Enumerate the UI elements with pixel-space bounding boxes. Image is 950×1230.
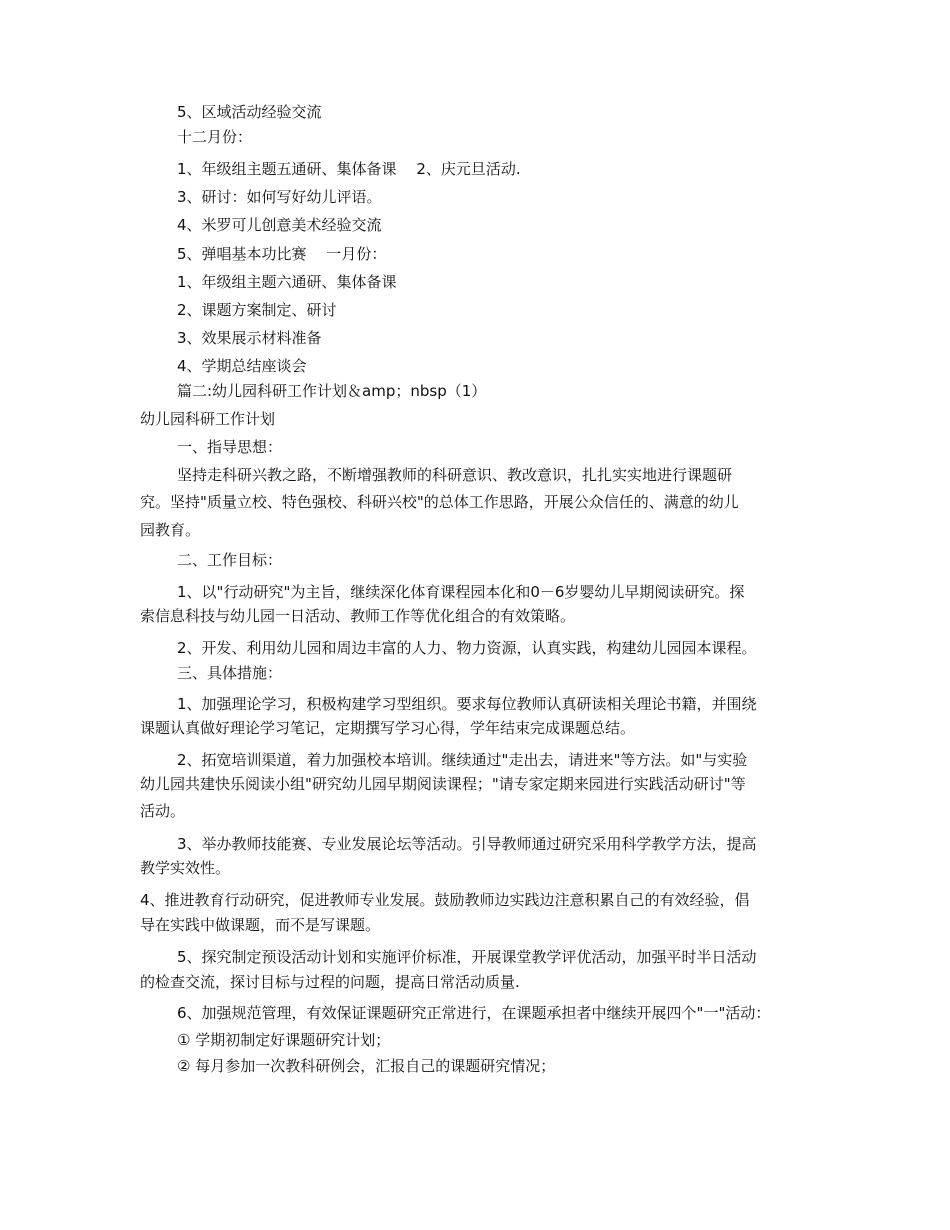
paragraph-line: 园教育。 [140,521,201,539]
text-line: 2、课题方案制定、研讨 [177,301,337,319]
paragraph-line: 1、加强理论学习，积极构建学习型组织。要求每位教师认真研读相关理论书籍，并围绕 [177,695,757,713]
paragraph-line: 教学实效性。 [140,859,231,877]
text-line: 1、年级组主题五通研、集体备课 2、庆元旦活动. [177,160,521,178]
paragraph-line: 究。坚持"质量立校、特色强校、科研兴校"的总体工作思路，开展公众信任的、满意的幼儿 [140,493,739,511]
section-heading: 二、工作目标： [177,551,283,569]
paragraph-line: 2、拓宽培训渠道，着力加强校本培训。继续通过"走出去，请进来"等方法。如"与实验 [177,751,748,769]
paragraph-line: 4、推进教育行动研究，促进教师专业发展。鼓励教师边实践边注意积累自己的有效经验，倡 [140,891,750,909]
paragraph-line: 课题认真做好理论学习笔记，定期撰写学习心得，学年结束完成课题总结。 [140,719,636,737]
article-heading: 篇二:幼儿园科研工作计划＆amp；nbsp（1） [177,382,487,400]
paragraph-line: 活动。 [140,802,186,820]
paragraph-line: 幼儿园共建快乐阅读小组"研究幼儿园早期阅读课程；"请专家定期来园进行实践活动研讨"等 [140,775,746,793]
list-item: ① 学期初制定好课题研究计划； [177,1031,391,1049]
text-line: 3、研讨：如何写好幼儿评语。 [177,188,382,206]
paragraph-line: 1、以"行动研究"为主旨，继续深化体育课程园本化和0－6岁婴幼儿早期阅读研究。探 [177,583,745,601]
paragraph-line: 导在实践中做课题，而不是写课题。 [140,916,381,934]
text-line: 3、效果展示材料准备 [177,329,322,347]
text-line: 5、弹唱基本功比赛 一月份： [177,245,387,263]
list-item: ② 每月参加一次教科研例会，汇报自己的课题研究情况； [177,1057,556,1075]
text-line: 4、米罗可儿创意美术经验交流 [177,216,382,234]
text-line: 1、年级组主题六通研、集体备课 [177,273,397,291]
paragraph-line: 索信息科技与幼儿园一日活动、教师工作等优化组合的有效策略。 [140,607,576,625]
paragraph-line: 6、加强规范管理，有效保证课题研究正常进行，在课题承担者中继续开展四个"一"活动： [177,1004,771,1022]
text-line: 5、区域活动经验交流 [177,103,322,121]
paragraph-line: 的检查交流，探讨目标与过程的问题，提高日常活动质量. [140,973,520,991]
paragraph-line: 坚持走科研兴教之路，不断增强教师的科研意识、教改意识，扎扎实实地进行课题研 [177,466,733,484]
section-heading: 十二月份： [177,128,253,146]
paragraph-line: 3、举办教师技能赛、专业发展论坛等活动。引导教师通过研究采用科学教学方法，提高 [177,835,757,853]
document-title: 幼儿园科研工作计划 [140,410,276,428]
section-heading: 三、具体措施： [177,664,283,682]
paragraph-line: 5、探究制定预设活动计划和实施评价标准，开展课堂教学评优活动，加强平时半日活动 [177,948,757,966]
paragraph-line: 2、开发、利用幼儿园和周边丰富的人力、物力资源，认真实践，构建幼儿园园本课程。 [177,639,757,657]
section-heading: 一、指导思想： [177,438,283,456]
text-line: 4、学期总结座谈会 [177,357,307,375]
